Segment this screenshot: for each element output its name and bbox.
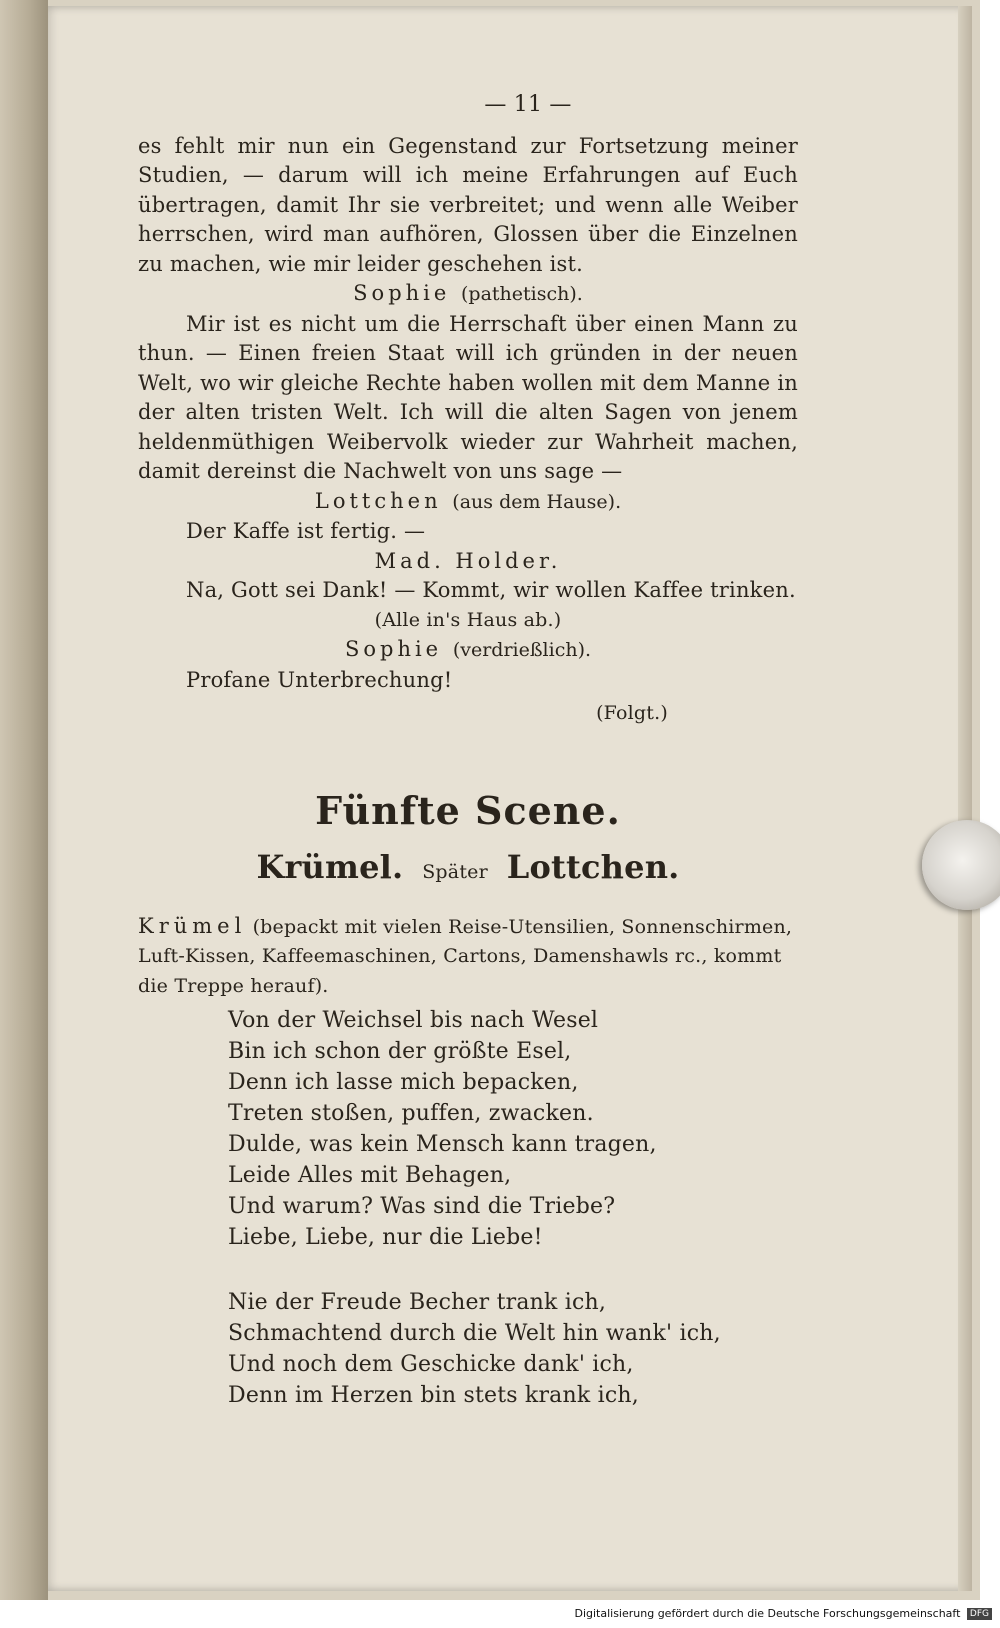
speaker-direction: (verdrießlich). xyxy=(452,639,592,661)
verse-line: Dulde, was kein Mensch kann tragen, xyxy=(228,1132,657,1157)
opening-paragraph: es fehlt mir nun ein Gegenstand zur Fortsetzung meiner Studien, — darum will ich meine Erfahrungen auf Euch übertragen, damit Ihr sie verbreitet; und wenn alle Weiber herrschen, wird man aufhören, Glossen über die Einzelnen zu machen, wie mir leider geschehen ist. xyxy=(138,133,798,276)
speaker-direction: (pathetisch). xyxy=(461,283,583,305)
page-number: — 11 — xyxy=(484,92,572,117)
character-second: Lottchen. xyxy=(506,847,680,886)
footer-text: Digitalisierung gefördert durch die Deutsche Forschungsgemeinschaft xyxy=(574,1607,961,1620)
speaker-name: Sophie xyxy=(353,281,451,305)
verse-line: Leide Alles mit Behagen, xyxy=(228,1163,512,1188)
speaker-name: Lottchen xyxy=(314,488,442,513)
footer-credit xyxy=(0,1607,992,1620)
verse-line: Schmachtend durch die Welt hin wank' ich, xyxy=(228,1321,721,1346)
sophie-speech: Mir ist es nicht um die Herrschaft über einen Mann zu thun. — Einen freien Staat will ich gründen in der neuen Welt, wo wir gleiche Rechte haben wollen mit dem Manne in der alten tristen Welt. Ich will die alten Sagen von jenem heldenmüthigen Weibervolk wieder zur Wahrheit machen, damit dereinst die Nachwelt von uns sage — xyxy=(138,311,798,483)
scene-title: Fünfte Scene. xyxy=(315,787,621,833)
verse-line: Und warum? Was sind die Triebe? xyxy=(228,1194,616,1219)
stanza-gap xyxy=(138,1253,798,1283)
verse-line: Nie der Freude Becher trank ich, xyxy=(228,1290,607,1315)
page-edge xyxy=(958,6,972,1591)
to-be-continued: (Folgt.) xyxy=(596,702,668,724)
speaker-direction: (aus dem Hause). xyxy=(452,490,622,513)
verse-line: Treten stoßen, puffen, zwacken. xyxy=(228,1101,594,1126)
speaker-name: Sophie xyxy=(344,637,443,661)
stage-direction xyxy=(138,912,798,1002)
speaker-holder xyxy=(138,547,798,577)
verse-stanza-2 xyxy=(138,1287,798,1411)
verse-line: Von der Weichsel bis nach Wesel xyxy=(228,1008,599,1033)
verse-line: Liebe, Liebe, nur die Liebe! xyxy=(228,1225,543,1250)
sophie-speech-2: Profane Unterbrechung! xyxy=(186,667,453,692)
dfg-logo: DFG xyxy=(967,1608,992,1620)
holder-speech: Na, Gott sei Dank! — Kommt, wir wollen Kaffee trinken. xyxy=(186,578,796,602)
book-binding xyxy=(0,0,48,1600)
character-first: Krümel. xyxy=(256,847,404,886)
verse-line: Denn im Herzen bin stets krank ich, xyxy=(228,1383,639,1408)
later-label: Später xyxy=(422,860,488,883)
speaker-name: Mad. Holder. xyxy=(374,548,562,573)
speaker-sophie-2 xyxy=(138,635,798,666)
stage-direction-text: (bepackt mit vielen Reise-Utensilien, Sonnenschirmen, Luft-Kissen, Kaffeemaschinen, Cartons, Damenshawls rc., kommt die Treppe herauf). xyxy=(138,915,793,997)
verse-line: Bin ich schon der größte Esel, xyxy=(228,1039,572,1064)
verse-line: Denn ich lasse mich bepacken, xyxy=(228,1070,579,1095)
lottchen-speech: Der Kaffe ist fertig. — xyxy=(186,519,426,543)
page-text xyxy=(138,90,798,1411)
verse-line: Und noch dem Geschicke dank' ich, xyxy=(228,1352,634,1377)
speaker-lottchen xyxy=(138,487,798,518)
stage-direction-name: Krümel xyxy=(138,913,247,938)
verse-stanza-1 xyxy=(138,1005,798,1253)
stage-exit: (Alle in's Haus ab.) xyxy=(374,608,562,631)
speaker-sophie xyxy=(138,279,798,310)
scene-characters xyxy=(138,843,798,896)
